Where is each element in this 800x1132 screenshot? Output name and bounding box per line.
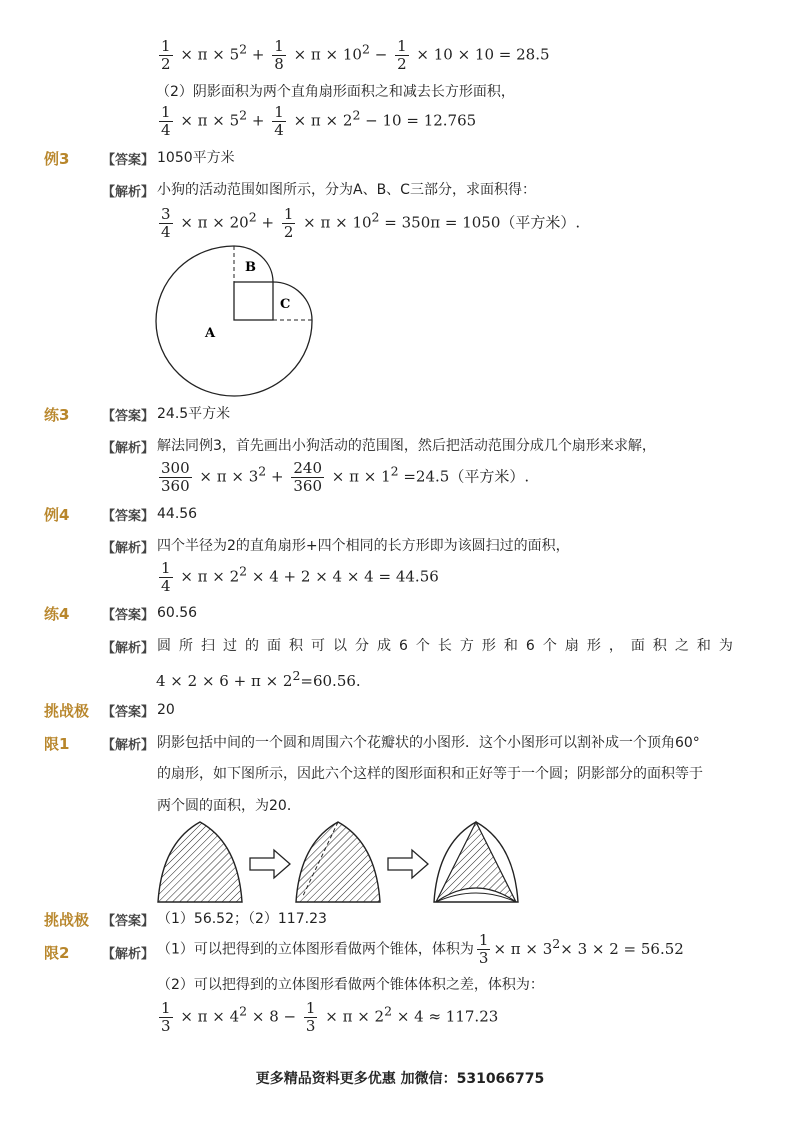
analysis-text: 的扇形，如下图所示，因此六个这样的图形面积和正好等于一个圆；阴影部分的面积等于 [157, 766, 703, 782]
item-label-ch1: 挑战极 [44, 702, 90, 720]
fraction: $\frac{1}{2}$ [283, 205, 294, 241]
analysis-text: 阴影包括中间的一个圆和周围六个花瓣状的小图形．这个小图形可以割补成一个顶角60° [157, 735, 700, 751]
answer-value: （1）56.52；（2）117.23 [157, 911, 327, 927]
answer-tag: 【答案】 [102, 608, 155, 623]
analysis-tag: 【解析】 [102, 947, 155, 962]
fraction: $\frac{1}{4}$ [161, 103, 171, 139]
analysis-tag: 【解析】 [102, 185, 155, 200]
answer-value: 60.56 [157, 605, 198, 621]
fraction: $\frac{1}{2}$ [397, 37, 407, 73]
analysis-text: 解法同例3，首先画出小狗活动的范围图，然后把活动范围分成几个扇形来求解， [157, 438, 656, 454]
item-label-ch2: 挑战极 [44, 911, 90, 929]
fraction: $\frac{1}{4}$ [161, 559, 171, 595]
equation-line: $\frac{3}{4}$ × $\pi \times 20^2$ + $\frac{1}{2}$ × $\pi \times 10^2 = 350\pi = 1050$（平方米）. [161, 205, 581, 241]
analysis-tag: 【解析】 [102, 738, 155, 753]
analysis-text: 四个半径为2的直角扇形+四个相同的长方形即为该圆扫过的面积， [157, 538, 570, 554]
fraction: $\frac{3}{4}$ [161, 205, 171, 241]
fraction: $\frac{1}{3}$ [305, 999, 316, 1035]
petal-shape-2 [296, 822, 380, 902]
analysis-text: 圆所扫过的面积可以分成6个长方形和6个扇形，面积之和为 [157, 638, 741, 654]
fraction: $\frac{1}{3}$ [478, 931, 489, 967]
answer-tag: 【答案】 [102, 914, 155, 929]
label-a: A [205, 326, 216, 341]
answer-tag: 【答案】 [102, 509, 155, 524]
answer-value: 1050平方米 [157, 150, 235, 166]
petal-transform-figure [150, 818, 530, 908]
dog-range-figure [150, 240, 325, 400]
arrow-icon [388, 850, 428, 878]
answer-tag: 【答案】 [102, 409, 155, 424]
answer-tag: 【答案】 [102, 153, 155, 168]
square [234, 282, 273, 320]
petal-shape-1 [158, 822, 242, 902]
note-line: （2）阴影面积为两个直角扇形面积之和减去长方形面积， [156, 84, 515, 100]
answer-value: 24.5平方米 [157, 406, 231, 422]
footer-promo: 更多精品资料更多优惠 加微信：531066775 [255, 1071, 545, 1087]
equation-line: $\frac{1}{4}$ × $\pi \times 5^2$ + $\frac{1}{4}$ × $\pi \times 2^2 - 10 = 12.765$ [161, 103, 477, 139]
analysis-line [157, 932, 684, 967]
fraction: $\frac{1}{2}$ [161, 37, 171, 73]
equation-inline: $\frac{1}{3}$ × $\pi \times 3^2\times 3 \times 2 = 56.52$ [478, 931, 684, 967]
equation-line: $4 \times 2 \times 6 + \pi \times 2^2=60.56$. [156, 668, 361, 690]
equation-line: $\frac{1}{3}$ × $\pi \times 4^2 \times 8$ − $\frac{1}{3}$ × $\pi \times 2^2 \times 4 \approx 117.23$ [161, 999, 499, 1035]
label-b: B [245, 260, 256, 275]
answer-value: 44.56 [157, 506, 198, 522]
label-c: C [280, 297, 291, 312]
arc-c [273, 282, 312, 320]
analysis-text: （2）可以把得到的立体图形看做两个锥体体积之差，体积为： [157, 977, 544, 993]
equation-line: $\frac{1}{4}$ × $\pi \times 2^2 \times 4 + 2 \times 4 \times 4 = 44.56$ [161, 559, 439, 595]
item-label-ch1-b: 限1 [44, 735, 70, 753]
equation-line: $\frac{300}{360}$ × $\pi \times 3^2$ + $\frac{240}{360}$ × $\pi \times 1^2 =24.5$（平方米）. [161, 459, 530, 495]
analysis-tag: 【解析】 [102, 441, 155, 456]
analysis-text: （1）可以把得到的立体图形看做两个锥体，体积为 [157, 941, 474, 958]
fraction: $\frac{1}{4}$ [274, 103, 284, 139]
item-label-ex3: 例3 [44, 150, 70, 168]
analysis-tag: 【解析】 [102, 541, 155, 556]
petal-shape-3 [434, 822, 518, 902]
item-label-pr3: 练3 [44, 406, 70, 424]
answer-value: 20 [157, 702, 175, 718]
item-label-pr4: 练4 [44, 605, 70, 623]
analysis-text: 两个圆的面积，为20． [157, 798, 301, 814]
fraction: $\frac{1}{3}$ [161, 999, 171, 1035]
analysis-text: 小狗的活动范围如图所示，分为A、B、C三部分，求面积得： [157, 182, 536, 198]
fraction: $\frac{300}{360}$ [161, 459, 190, 495]
equation-line: $\frac{1}{2}$ × $\pi \times 5^2$ + $\frac{1}{8}$ × $\pi \times 10^2$ − $\frac{1}{2}$ × 10 × 10 = 28.5 [161, 37, 550, 73]
fraction: $\frac{240}{360}$ [293, 459, 322, 495]
answer-tag: 【答案】 [102, 705, 155, 720]
analysis-tag: 【解析】 [102, 641, 155, 656]
item-label-ch2-b: 限2 [44, 944, 70, 962]
arrow-icon [250, 850, 290, 878]
fraction: $\frac{1}{8}$ [274, 37, 284, 73]
item-label-ex4: 例4 [44, 506, 70, 524]
